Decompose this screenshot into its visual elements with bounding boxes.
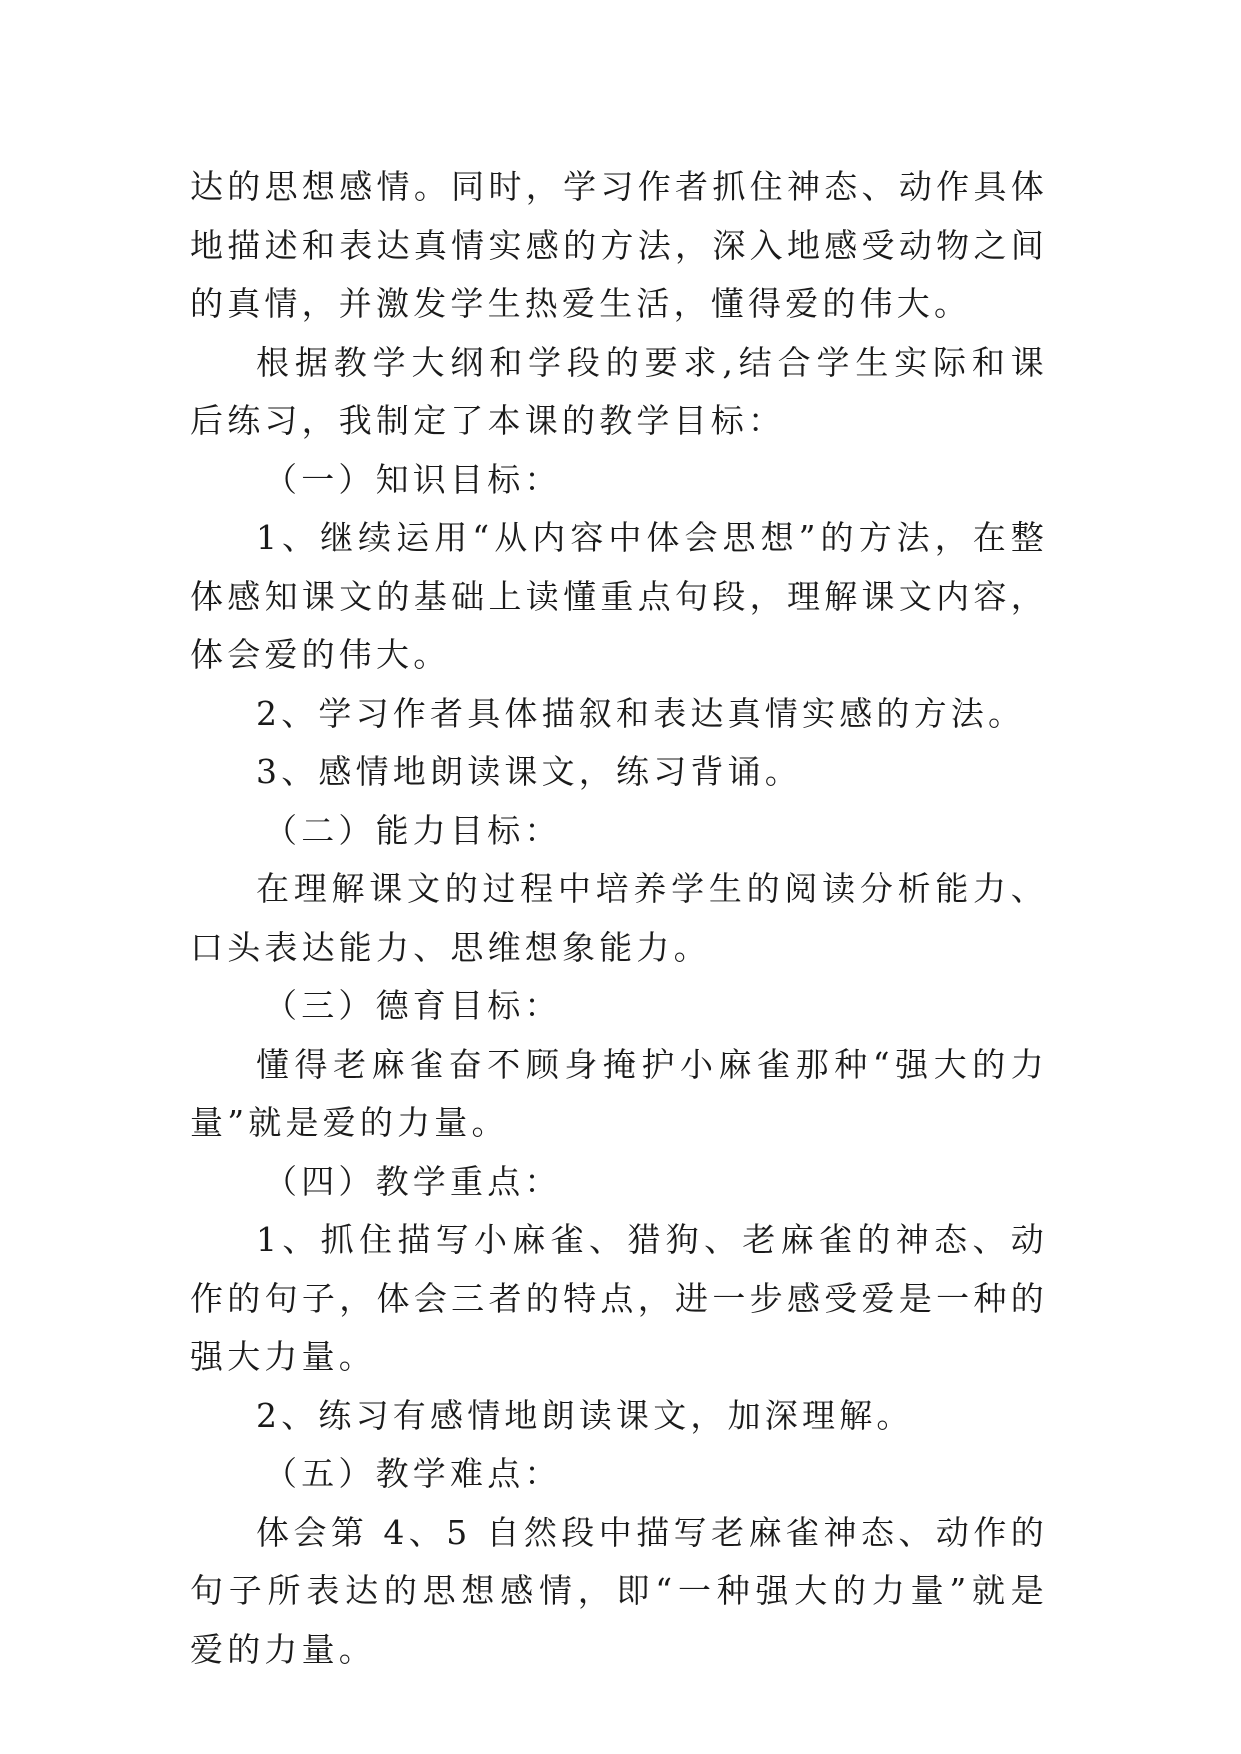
heading-moral-objectives: （三）德育目标： — [264, 986, 562, 1025]
paragraph-ability-content: 在理解课文的过程中培养学生的阅读分析能力、口头表达能力、思维想象能力。 — [190, 869, 1048, 967]
paragraph-intro-objectives: 根据教学大纲和学段的要求,结合学生实际和课后练习，我制定了本课的教学目标： — [190, 342, 1048, 440]
heading-teaching-difficulty: （五）教学难点： — [264, 1454, 562, 1493]
heading-ability-objectives: （二）能力目标： — [264, 810, 562, 850]
paragraph-difficulty-content: 体会第 4、5 自然段中描写老麻雀神态、动作的句子所表达的思想感情，即“一种强大的力量”就是爱的力量。 — [190, 1512, 1048, 1669]
paragraph-continuation: 达的思想感情。同时，学习作者抓住神态、动作具体地描述和表达真情实感的方法，深入地感受动物之间的真情，并激发学生热爱生活，懂得爱的伟大。 — [190, 167, 1048, 323]
heading-teaching-focus: （四）教学重点： — [264, 1161, 562, 1201]
paragraph-knowledge-item-3: 3、感情地朗读课文，练习背诵。 — [256, 752, 802, 791]
paragraph-focus-item-2: 2、练习有感情地朗读课文，加深理解。 — [256, 1395, 914, 1435]
paragraph-knowledge-item-1: 1、继续运用“从内容中体会思想”的方法，在整体感知课文的基础上读懂重点句段，理解课文内容，体会爱的伟大。 — [190, 518, 1048, 674]
paragraph-moral-content: 懂得老麻雀奋不顾身掩护小麻雀那种“强大的力量”就是爱的力量。 — [190, 1044, 1048, 1142]
heading-knowledge-objectives: （一）知识目标： — [264, 459, 562, 499]
document-body — [190, 158, 1048, 1679]
paragraph-focus-item-1: 1、抓住描写小麻雀、猎狗、老麻雀的神态、动作的句子，体会三者的特点，进一步感受爱是一种的强大力量。 — [190, 1220, 1048, 1376]
paragraph-knowledge-item-2: 2、学习作者具体描叙和表达真情实感的方法。 — [256, 693, 1026, 733]
